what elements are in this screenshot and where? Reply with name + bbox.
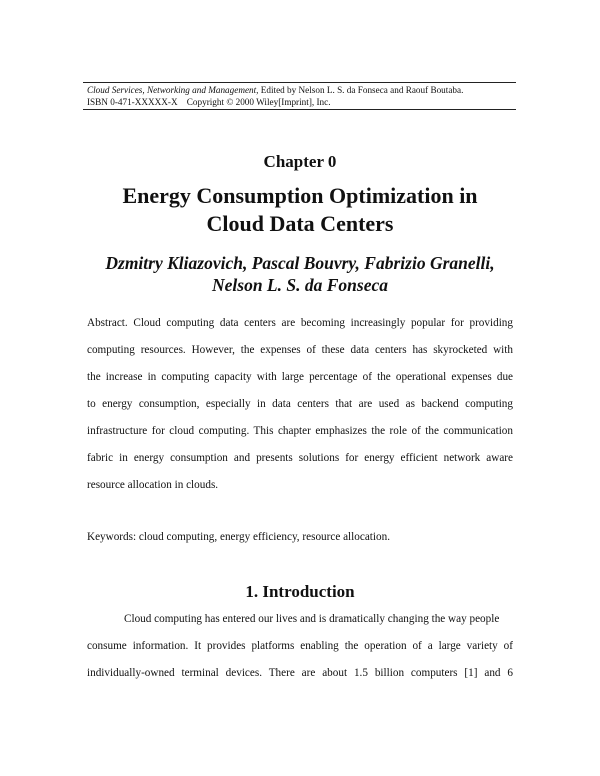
copyright-text: Copyright © 2000 Wiley[Imprint], Inc. bbox=[186, 97, 331, 107]
intro-line: individually-owned terminal devices. There are about 1.5 billion computers [1] and 6 bbox=[87, 667, 513, 679]
book-title: Cloud Services, Networking and Management, bbox=[87, 85, 259, 95]
abstract-line: the increase in computing capacity with large percentage of the operational expenses due bbox=[87, 371, 513, 383]
author-list bbox=[60, 252, 540, 296]
title-line: Energy Consumption Optimization in bbox=[122, 183, 478, 208]
author-line: Nelson L. S. da Fonseca bbox=[212, 275, 388, 295]
abstract-line: fabric in energy consumption and presents solutions for energy efficient network aware bbox=[87, 452, 513, 464]
keywords-line: Keywords: cloud computing, energy efficiency, resource allocation. bbox=[87, 531, 390, 543]
header-bottom-rule bbox=[83, 109, 516, 110]
header-line-1 bbox=[87, 84, 527, 96]
header-top-rule bbox=[83, 82, 516, 83]
abstract-line: computing resources. However, the expenses of these data centers has skyrocketed with bbox=[87, 344, 513, 356]
intro-line: Cloud computing has entered our lives and is dramatically changing the way people bbox=[124, 613, 500, 625]
abstract-line: Abstract. Cloud computing data centers are becoming increasingly popular for providing bbox=[87, 317, 513, 329]
chapter-title bbox=[60, 182, 540, 238]
abstract-line: infrastructure for cloud computing. This chapter emphasizes the role of the communication bbox=[87, 425, 513, 437]
section-heading: 1. Introduction bbox=[245, 582, 355, 601]
author-line: Dzmitry Kliazovich, Pascal Bouvry, Fabrizio Granelli, bbox=[105, 253, 495, 273]
abstract-paragraph bbox=[87, 315, 513, 504]
introduction-paragraph bbox=[87, 611, 513, 692]
header-line-2 bbox=[87, 96, 527, 108]
running-header bbox=[87, 84, 527, 108]
chapter-label: Chapter 0 bbox=[263, 152, 337, 171]
abstract-line: resource allocation in clouds. bbox=[87, 479, 219, 491]
intro-line: consume information. It provides platforms enabling the operation of a large variety of bbox=[87, 640, 513, 652]
abstract-line: to energy consumption, especially in data centers that are used as backend computing bbox=[87, 398, 513, 410]
title-line: Cloud Data Centers bbox=[206, 211, 394, 236]
isbn-text: ISBN 0-471-XXXXX-X bbox=[87, 97, 178, 107]
editors-text: Edited by Nelson L. S. da Fonseca and Raouf Boutaba. bbox=[258, 85, 464, 95]
